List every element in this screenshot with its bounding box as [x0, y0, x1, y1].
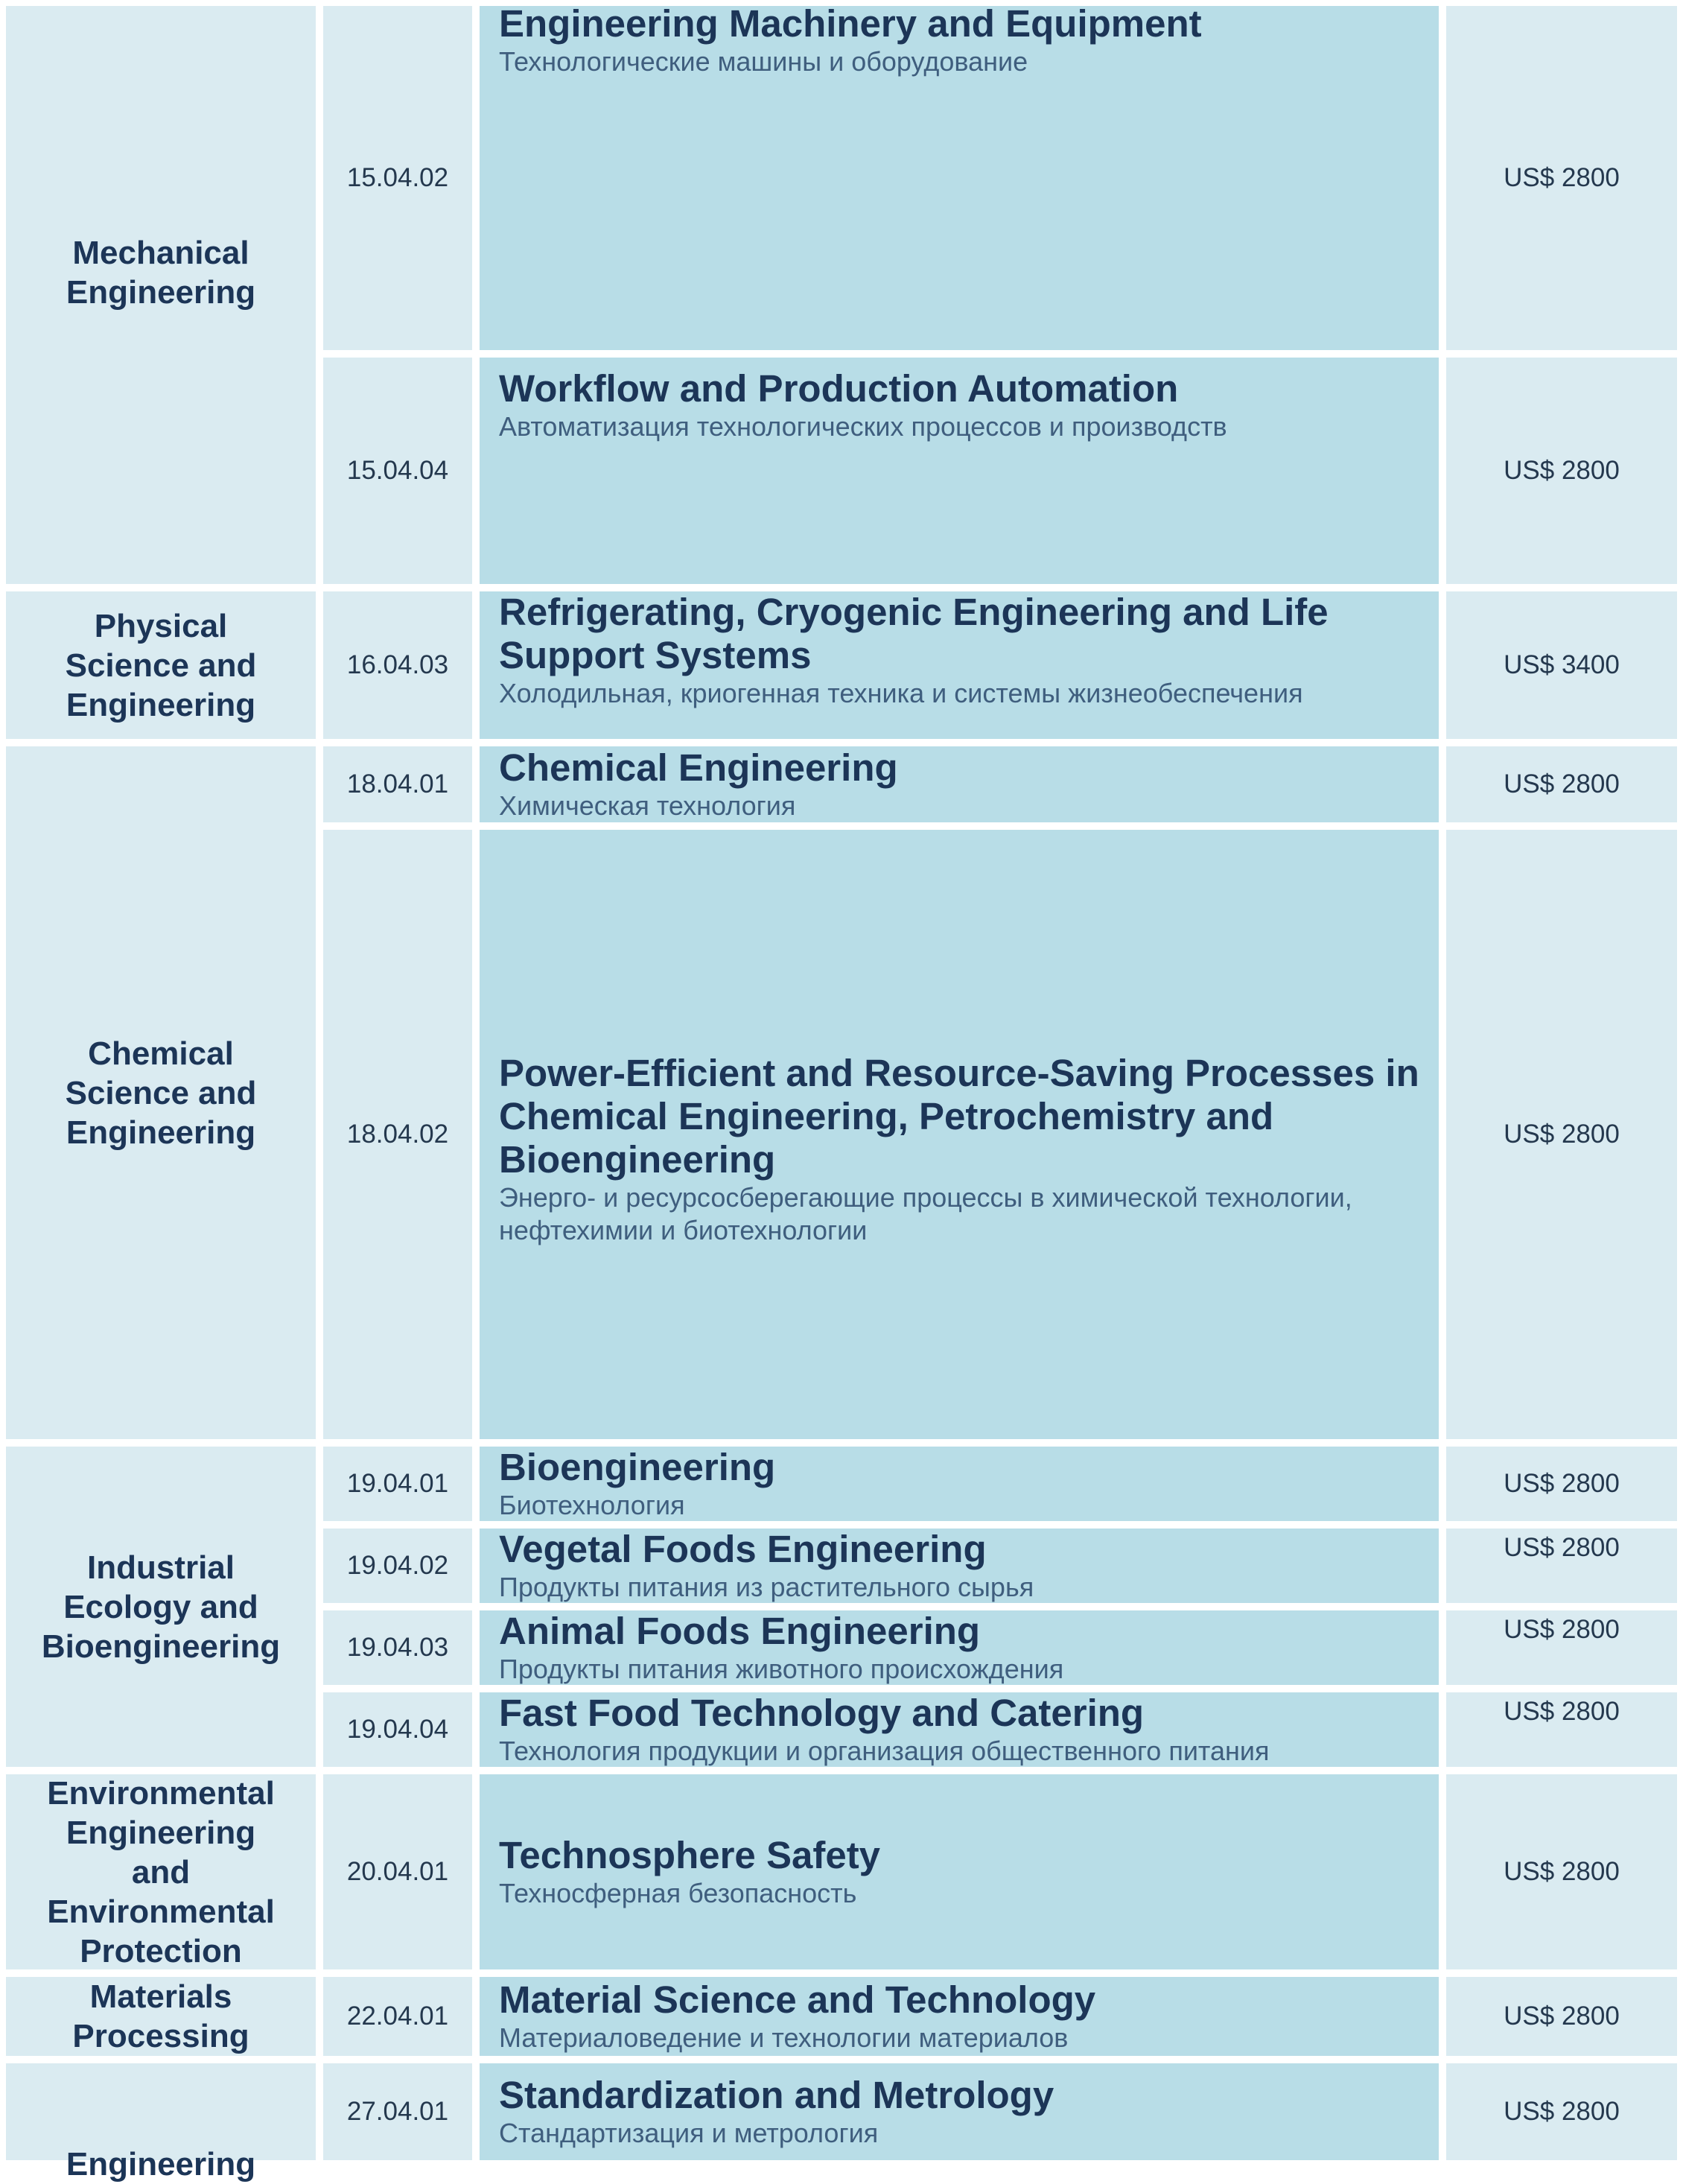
- field-name-line: Engineering: [66, 686, 256, 723]
- program-text: [499, 2074, 1439, 2150]
- price-cell: [1446, 1774, 1677, 1969]
- field-cell: [6, 1447, 316, 1767]
- program-code-cell: [323, 1692, 472, 1767]
- field-name-line: Industrial: [86, 1549, 235, 1586]
- program-title-line: Chemical Engineering, Petrochemistry and: [499, 1095, 1274, 1137]
- program-subtitle-line: Энерго- и ресурсосберегающие процессы в химической технологии,: [499, 1182, 1352, 1213]
- tuition-price: US$ 2800: [1504, 1857, 1620, 1886]
- tuition-price: US$ 2800: [1504, 769, 1620, 799]
- program-code: 19.04.02: [346, 1551, 449, 1580]
- program-title-line: Engineering Machinery and Equipment: [499, 2, 1202, 45]
- field-name-line: Mechanical: [72, 235, 249, 271]
- program-text: [499, 1834, 1439, 1910]
- program-code-cell: [323, 2063, 472, 2160]
- program-subtitle-line: Химическая технология: [499, 790, 796, 821]
- price-cell: [1446, 1529, 1677, 1603]
- program-code-cell: [323, 1977, 472, 2056]
- program-title-line: Animal Foods Engineering: [499, 1610, 981, 1652]
- field-name-line: Engineering: [66, 1114, 256, 1151]
- price-cell: [1446, 1977, 1677, 2056]
- field-name: [72, 1977, 249, 2056]
- program-title-line: Bioengineering: [499, 1446, 776, 1488]
- program-title-line: Material Science and Technology: [499, 1978, 1096, 2021]
- program-cell: [480, 746, 1439, 822]
- program-code-cell: [323, 1774, 472, 1969]
- program-text: [499, 1446, 1439, 1522]
- program-title-line: Support Systems: [499, 634, 812, 676]
- field-cell: [6, 6, 316, 584]
- program-cell: [480, 358, 1439, 584]
- field-name: [66, 606, 257, 725]
- field-name: [66, 1034, 257, 1152]
- price-cell: [1446, 358, 1677, 584]
- program-subtitle-line: Холодильная, криогенная техника и системы жизнеобеспечения: [499, 678, 1303, 708]
- program-code-cell: [323, 591, 472, 739]
- program-code: 20.04.01: [346, 1857, 449, 1886]
- price-cell: [1446, 1447, 1677, 1521]
- program-cell: [480, 1447, 1439, 1521]
- field-name-line: and: [131, 1853, 191, 1891]
- price-cell: [1446, 1610, 1677, 1685]
- program-text: [499, 2, 1439, 78]
- program-cell: [480, 1529, 1439, 1603]
- program-title-line: Technosphere Safety: [499, 1834, 881, 1876]
- program-title-line: Chemical Engineering: [499, 746, 898, 789]
- price-cell: [1446, 746, 1677, 822]
- field-name-line: Processing: [72, 2018, 249, 2054]
- program-subtitle-line: Технологические машины и оборудование: [499, 46, 1028, 77]
- program-title-line: Fast Food Technology and Catering: [499, 1692, 1145, 1734]
- field-name-line: Science and: [65, 1074, 257, 1111]
- program-text: [499, 1978, 1439, 2054]
- program-code-cell: [323, 1610, 472, 1685]
- field-cell: [6, 746, 316, 1439]
- field-name-line: Bioengineering: [41, 1628, 281, 1665]
- program-subtitle-line: Технология продукции и организация общественного питания: [499, 1736, 1270, 1766]
- field-name-line: Physical: [94, 607, 228, 644]
- tuition-price: US$ 2800: [1504, 163, 1620, 192]
- program-code: 19.04.04: [346, 1715, 449, 1744]
- price-cell: [1446, 1692, 1677, 1767]
- field-name-line: Science and: [65, 647, 257, 684]
- field-cell: [6, 591, 316, 739]
- field-name-line: Ecology and: [63, 1588, 258, 1625]
- program-cell: [480, 1977, 1439, 2056]
- program-subtitle-line: Техносферная безопасность: [499, 1878, 857, 1908]
- field-name-line: Environmental: [47, 1893, 275, 1930]
- field-cell: [6, 1774, 316, 1969]
- program-cell: [480, 1774, 1439, 1969]
- program-cell: [480, 2063, 1439, 2160]
- program-cell: [480, 1692, 1439, 1767]
- tuition-price: US$ 2800: [1504, 1615, 1620, 1644]
- program-title-line: Workflow and Production Automation: [499, 367, 1179, 410]
- field-name-line: Protection: [80, 1932, 242, 1969]
- program-code: 27.04.01: [346, 2097, 449, 2126]
- tuition-price: US$ 2800: [1504, 1120, 1620, 1149]
- field-name-line: Chemical: [88, 1035, 234, 1072]
- tuition-price: US$ 2800: [1504, 2097, 1620, 2126]
- tuition-price: US$ 3400: [1504, 650, 1620, 679]
- tuition-price: US$ 2800: [1504, 2002, 1620, 2031]
- field-name: [42, 1548, 280, 1666]
- program-title-line: Power-Efficient and Resource-Saving Processes in: [499, 1052, 1419, 1094]
- tuition-price: US$ 2800: [1504, 1469, 1620, 1498]
- field-cell: [6, 2063, 316, 2183]
- program-code: 19.04.03: [346, 1633, 449, 1662]
- field-name-line: Engineering: [66, 1814, 256, 1851]
- field-name: [47, 1774, 275, 1971]
- program-text: [499, 1528, 1439, 1604]
- program-cell: [480, 1610, 1439, 1685]
- program-code-cell: [323, 1447, 472, 1521]
- program-cell: [480, 830, 1439, 1439]
- program-code: 18.04.02: [346, 1120, 449, 1149]
- program-subtitle-line: Продукты питания из растительного сырья: [499, 1572, 1034, 1602]
- field-name: [66, 2145, 255, 2184]
- program-subtitle-line: Материаловедение и технологии материалов: [499, 2022, 1069, 2053]
- tuition-price: US$ 2800: [1504, 456, 1620, 485]
- field-name-line: Materials: [89, 1978, 232, 2015]
- program-code: 19.04.01: [346, 1469, 449, 1498]
- program-code: 15.04.02: [346, 163, 449, 192]
- price-cell: [1446, 2063, 1677, 2160]
- program-text: [499, 1692, 1439, 1768]
- program-subtitle-line: Биотехнология: [499, 1490, 685, 1520]
- field-cell: [6, 1977, 316, 2056]
- program-code-cell: [323, 1529, 472, 1603]
- program-code-cell: [323, 746, 472, 822]
- program-title-line: Standardization and Metrology: [499, 2074, 1054, 2116]
- program-title-line: Bioengineering: [499, 1138, 776, 1181]
- price-cell: [1446, 830, 1677, 1439]
- tuition-price: US$ 2800: [1504, 1697, 1620, 1726]
- program-code-cell: [323, 358, 472, 584]
- program-text: [499, 367, 1439, 443]
- program-cell: [480, 591, 1439, 739]
- program-text: [499, 1052, 1439, 1247]
- program-code: 16.04.03: [346, 650, 449, 679]
- field-name-line: Environmental: [47, 1774, 275, 1812]
- program-text: [499, 746, 1439, 822]
- program-code: 18.04.01: [346, 769, 449, 799]
- program-code-cell: [323, 830, 472, 1439]
- program-subtitle-line: Продукты питания животного происхождения: [499, 1654, 1064, 1684]
- field-name-line: Engineering: [66, 2145, 256, 2183]
- field-name: [66, 233, 255, 312]
- price-cell: [1446, 591, 1677, 739]
- program-title-line: Refrigerating, Cryogenic Engineering and Life: [499, 591, 1329, 633]
- program-cell: [480, 2, 1439, 350]
- program-text: [499, 591, 1439, 710]
- program-code: 22.04.01: [346, 2002, 449, 2031]
- program-title-line: Vegetal Foods Engineering: [499, 1528, 987, 1570]
- price-cell: [1446, 6, 1677, 350]
- field-name-line: Engineering: [66, 274, 256, 311]
- program-subtitle-line: Автоматизация технологических процессов и производств: [499, 411, 1227, 442]
- program-text: [499, 1610, 1439, 1686]
- program-code: 15.04.04: [346, 456, 449, 485]
- program-subtitle-line: нефтехимии и биотехнологии: [499, 1215, 868, 1245]
- tuition-price: US$ 2800: [1504, 1533, 1620, 1562]
- program-code-cell: [323, 6, 472, 350]
- program-subtitle-line: Стандартизация и метрология: [499, 2118, 879, 2148]
